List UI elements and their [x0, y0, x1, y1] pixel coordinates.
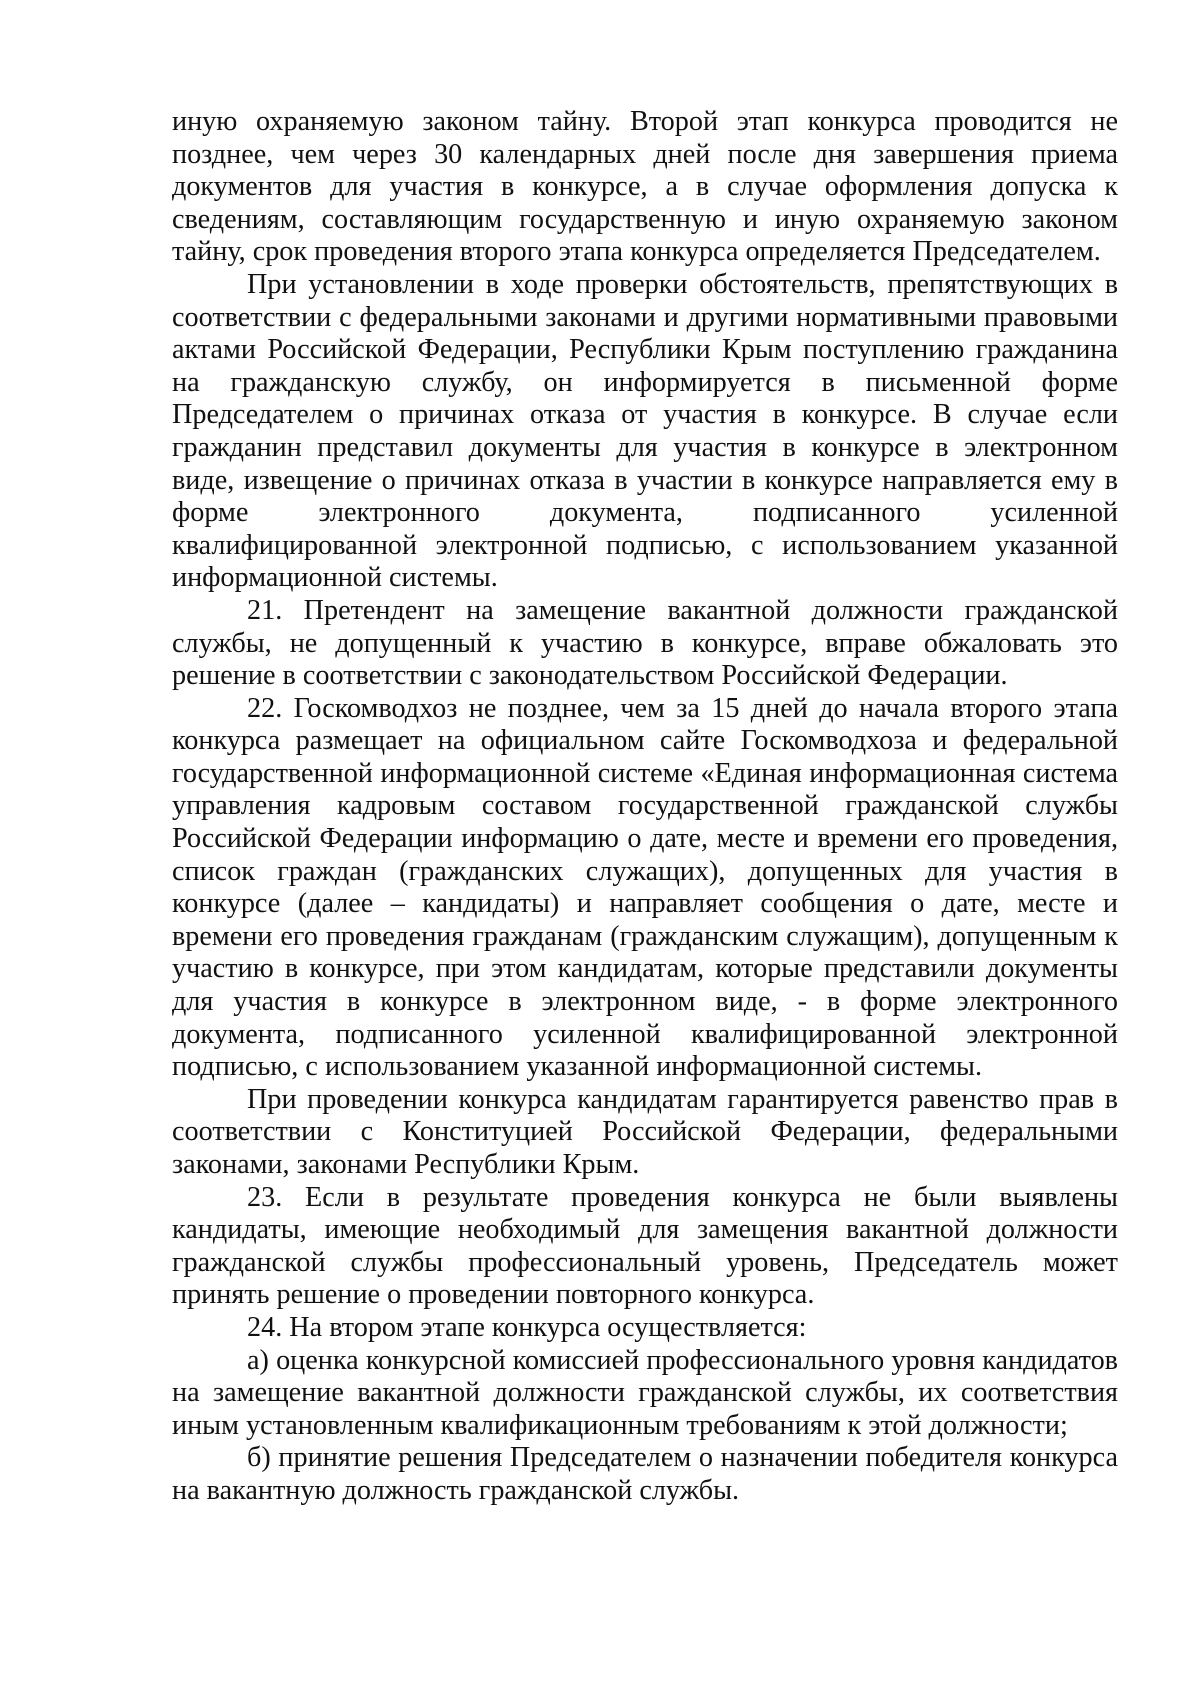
paragraph-item-24-a: а) оценка конкурсной комиссией профессионального уровня кандидатов на замещение вакантной должности гражданской службы, их соответствия иным установленным квалификационным требованиям к этой должности;: [172, 1344, 1118, 1441]
paragraph-refusal-notification: При установлении в ходе проверки обстоятельств, препятствующих в соответствии с федеральными законами и другими нормативными правовыми актами Российской Федерации, Республики Крым поступлению гражданина на гражданскую службу, он информируется в письменной форме Председателем о причинах отказа от участия в конкурсе. В случае если гражданин представил документы для участия в конкурсе в электронном виде, извещение о причинах отказа в участии в конкурсе направляется ему в форме электронного документа, подписанного усиленной квалифицированной электронной подписью, с использованием указанной информационной системы.: [172, 268, 1118, 594]
paragraph-item-24-b: б) принятие решения Председателем о назначении победителя конкурса на вакантную должность гражданской службы.: [172, 1442, 1118, 1506]
paragraph-item-24: 24. На втором этапе конкурса осуществляется:: [247, 1311, 807, 1343]
paragraph-contest-second-stage-timing: иную охраняемую законом тайну. Второй этап конкурса проводится не позднее, чем через 30 календарных дней после дня завершения приема документов для участия в конкурсе, а в случае оформления допуска к сведениям, составляющим государственную и иную охраняемую законом тайну, срок проведения второго этапа конкурса определяется Председателем.: [172, 106, 1118, 268]
document-page: [172, 106, 1118, 1508]
paragraph-item-23: 23. Если в результате проведения конкурса не были выявлены кандидаты, имеющие необходимый для замещения вакантной должности гражданской службы профессиональный уровень, Председатель может принять решение о проведении повторного конкурса.: [172, 1181, 1118, 1311]
paragraph-equal-rights: При проведении конкурса кандидатам гарантируется равенство прав в соответствии с Конституцией Российской Федерации, федеральными законами, законами Республики Крым.: [172, 1083, 1118, 1180]
paragraph-item-22: 22. Госкомводхоз не позднее, чем за 15 дней до начала второго этапа конкурса размещает на официальном сайте Госкомводхоза и федеральной государственной информационной системе «Единая информационная система управления кадровым составом государственной гражданской службы Российской Федерации информацию о дате, месте и времени его проведения, список граждан (гражданских служащих), допущенных для участия в конкурсе (далее – кандидаты) и направляет сообщения о дате, месте и времени его проведения гражданам (гражданским служащим), допущенным к участию в конкурсе, при этом кандидатам, которые представили документы для участия в конкурсе в электронном виде, - в форме электронного документа, подписанного усиленной квалифицированной электронной подписью, с использованием указанной информационной системы.: [172, 692, 1118, 1083]
paragraph-item-21: 21. Претендент на замещение вакантной должности гражданской службы, не допущенный к участию в конкурсе, вправе обжаловать это решение в соответствии с законодательством Российской Федерации.: [172, 594, 1118, 692]
